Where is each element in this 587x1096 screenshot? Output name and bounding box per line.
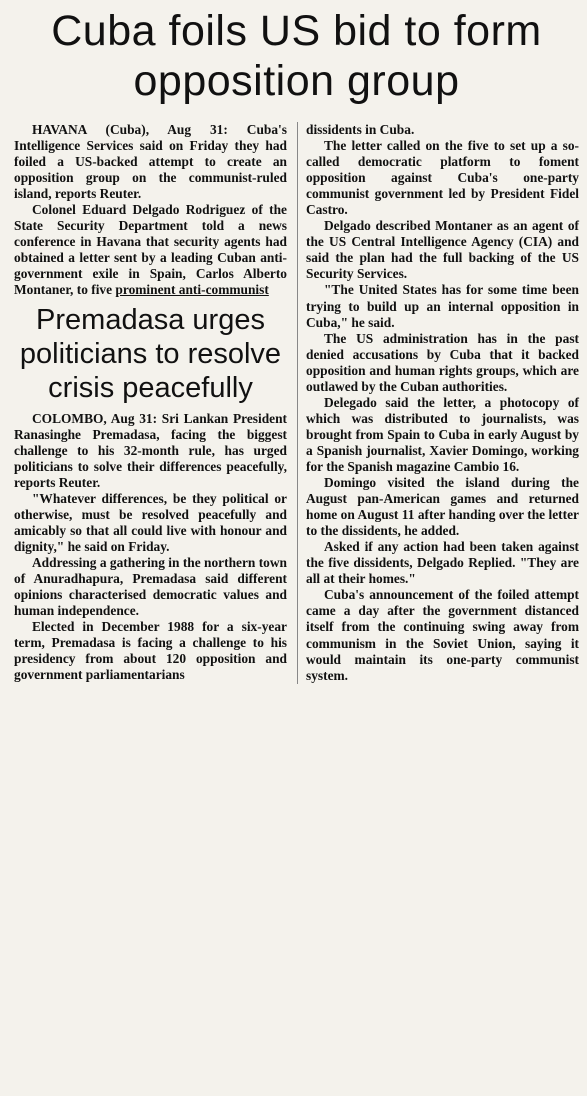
second-lead-paragraph (14, 411, 287, 491)
left-column (14, 122, 297, 684)
right-column (297, 122, 579, 684)
right-paragraph-3: Delgado described Montaner as an agent of the US Central Intelligence Agency (CIA) and said the plan had the full backing of the US Security Services. (306, 218, 579, 282)
underlined-phrase: prominent anti-communist (115, 282, 269, 298)
second-paragraph-4: Elected in December 1988 for a six-year term, Premadasa is facing a challenge to his presidency from about 120 opposition and government parliamentarians (14, 619, 287, 683)
article-columns (14, 122, 579, 684)
right-paragraph-7: Domingo visited the island during the August pan-American games and returned home on August 11 after handing over the letter to the dissidents, he added. (306, 475, 579, 539)
right-paragraph-6: Delegado said the letter, a photocopy of which was distributed to journalists, was brought from Spain to Cuba in early August by a Spanish journalist, Xavier Domingo, working for the Spanish magazine Cambio 16. (306, 394, 579, 474)
right-paragraph-5: The US administration has in the past denied accusations by Cuba that it backed opposition and human rights groups, which are outlawed by the Cuban authorities. (306, 330, 579, 394)
second-paragraph-2: "Whatever differences, be they political or otherwise, must be resolved peacefully and amicably so that all could live with honour and dignity," he said on Friday. (14, 490, 287, 554)
main-paragraph-2-text: Colonel Eduard Delgado Rodriguez of the State Security Department told a news conference in Havana that security agents had obtained a letter sent by a leading Cuban anti-government exile in Spain, Carlos Alberto Montaner, to five (14, 202, 287, 298)
main-paragraph-2 (14, 202, 287, 298)
right-paragraph-9: Cuba's announcement of the foiled attempt came a day after the government distanced itself from the continuing swing away from communism in the Soviet Union, saying it would maintain its one-party communist system. (306, 587, 579, 683)
main-lead-text: Cuba's Intelligence Services said on Friday they had foiled a US-backed attempt to create an opposition group on the communist-ruled island, reports Reuter. (14, 122, 287, 202)
right-paragraph-4: "The United States has for some time been trying to build up an internal opposition in Cuba," he said. (306, 282, 579, 330)
second-lead-text: Sri Lankan President Ranasinghe Premadasa, facing the biggest challenge to his 32-month rule, has urged politicians to solve their differences peacefully, reports Reuter. (14, 410, 287, 490)
right-paragraph-1: dissidents in Cuba. (306, 122, 415, 137)
second-paragraph-3: Addressing a gathering in the northern town of Anuradhapura, Premadasa said different opinions characterised democratic values and human independence. (14, 554, 287, 619)
main-lead-paragraph (14, 122, 287, 202)
main-dateline: HAVANA (Cuba), Aug 31: (32, 122, 228, 137)
right-paragraph-2: The letter called on the five to set up a so-called democratic platform to foment opposition against Cuba's one-party communist government led by President Fidel Castro. (306, 138, 579, 218)
second-dateline: COLOMBO, Aug 31: (32, 410, 158, 426)
main-headline: Cuba foils US bid to form opposition group (51, 7, 542, 105)
second-headline: Premadasa urges politicians to resolve crisis peacefully (19, 303, 282, 404)
right-paragraph-8: Asked if any action had been taken against the five dissidents, Delgado Replied. "They are all at their homes." (306, 539, 579, 587)
